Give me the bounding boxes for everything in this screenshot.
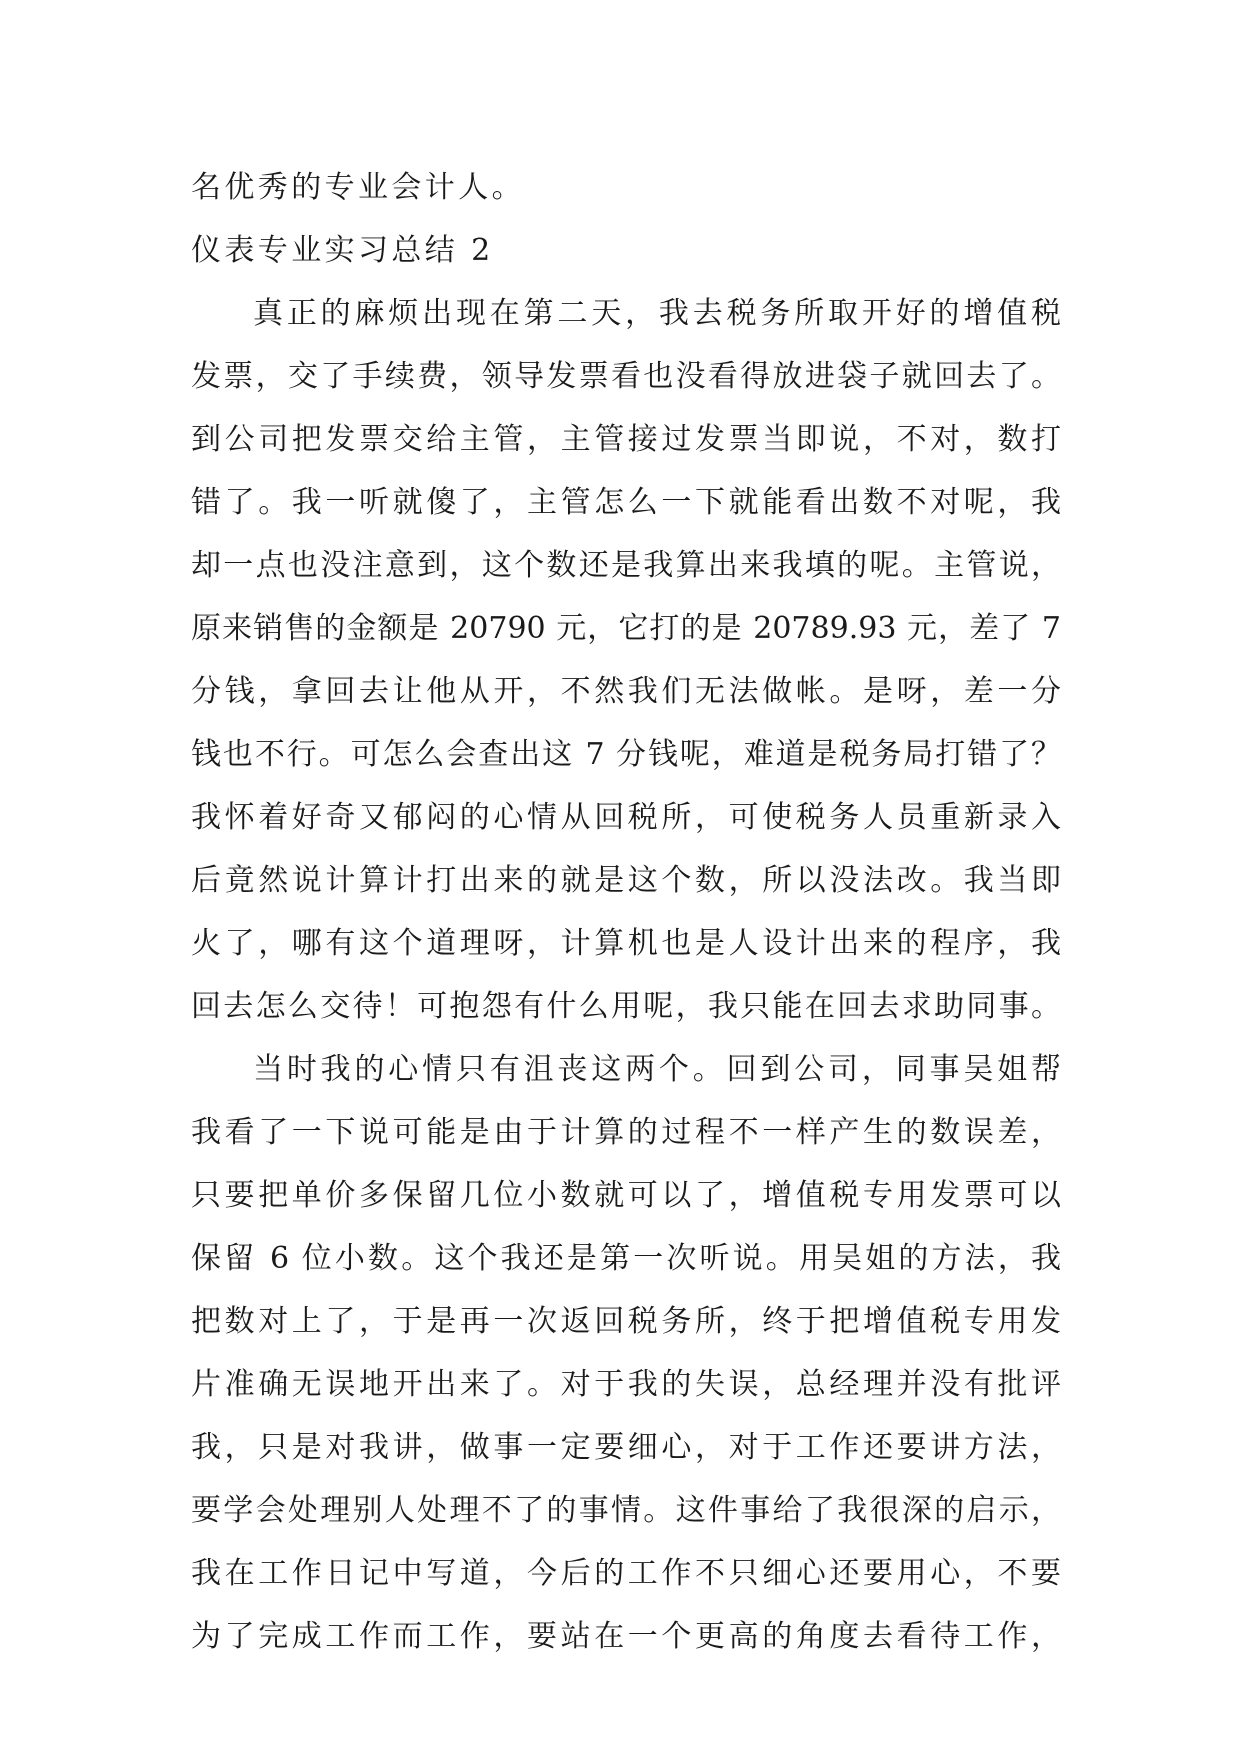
paragraph2-line-10: 为了完成工作而工作，要站在一个更高的角度去看待工作， — [191, 1619, 1061, 1654]
paragraph1-line-4: 错了。我一听就傻了，主管怎么一下就能看出数不对呢，我 — [191, 485, 1061, 520]
paragraph2-line-1: 当时我的心情只有沮丧这两个。回到公司，同事吴姐帮 — [253, 1052, 1061, 1087]
paragraph1-line-8: 钱也不行。可怎么会查出这 7 分钱呢，难道是税务局打错了？ — [191, 737, 1061, 772]
section-title: 仪表专业实习总结 2 — [191, 233, 494, 268]
text-line-top: 名优秀的专业会计人。 — [191, 170, 525, 205]
paragraph2-line-3: 只要把单价多保留几位小数就可以了，增值税专用发票可以 — [191, 1178, 1061, 1213]
paragraph2-line-7: 我，只是对我讲，做事一定要细心，对于工作还要讲方法， — [191, 1430, 1061, 1465]
paragraph1-line-12: 回去怎么交待！可抱怨有什么用呢，我只能在回去求助同事。 — [191, 989, 1061, 1024]
paragraph1-line-1: 真正的麻烦出现在第二天，我去税务所取开好的增值税 — [253, 296, 1061, 331]
paragraph1-line-2: 发票，交了手续费，领导发票看也没看得放进袋子就回去了。 — [191, 359, 1061, 394]
paragraph1-line-6: 原来销售的金额是 20790 元，它打的是 20789.93 元，差了 7 — [191, 611, 1061, 646]
paragraph1-line-5: 却一点也没注意到，这个数还是我算出来我填的呢。主管说， — [191, 548, 1061, 583]
paragraph1-line-3: 到公司把发票交给主管，主管接过发票当即说，不对，数打 — [191, 422, 1061, 457]
paragraph2-line-4: 保留 6 位小数。这个我还是第一次听说。用吴姐的方法，我 — [191, 1241, 1061, 1276]
paragraph2-line-6: 片准确无误地开出来了。对于我的失误，总经理并没有批评 — [191, 1367, 1061, 1402]
paragraph2-line-8: 要学会处理别人处理不了的事情。这件事给了我很深的启示， — [191, 1493, 1061, 1528]
paragraph1-line-7: 分钱，拿回去让他从开，不然我们无法做帐。是呀，差一分 — [191, 674, 1061, 709]
paragraph2-line-2: 我看了一下说可能是由于计算的过程不一样产生的数误差， — [191, 1115, 1061, 1150]
paragraph1-line-9: 我怀着好奇又郁闷的心情从回税所，可使税务人员重新录入 — [191, 800, 1061, 835]
paragraph1-line-11: 火了，哪有这个道理呀，计算机也是人设计出来的程序，我 — [191, 926, 1061, 961]
paragraph2-line-5: 把数对上了，于是再一次返回税务所，终于把增值税专用发 — [191, 1304, 1061, 1339]
paragraph1-line-10: 后竟然说计算计打出来的就是这个数，所以没法改。我当即 — [191, 863, 1061, 898]
paragraph2-line-9: 我在工作日记中写道，今后的工作不只细心还要用心，不要 — [191, 1556, 1061, 1591]
